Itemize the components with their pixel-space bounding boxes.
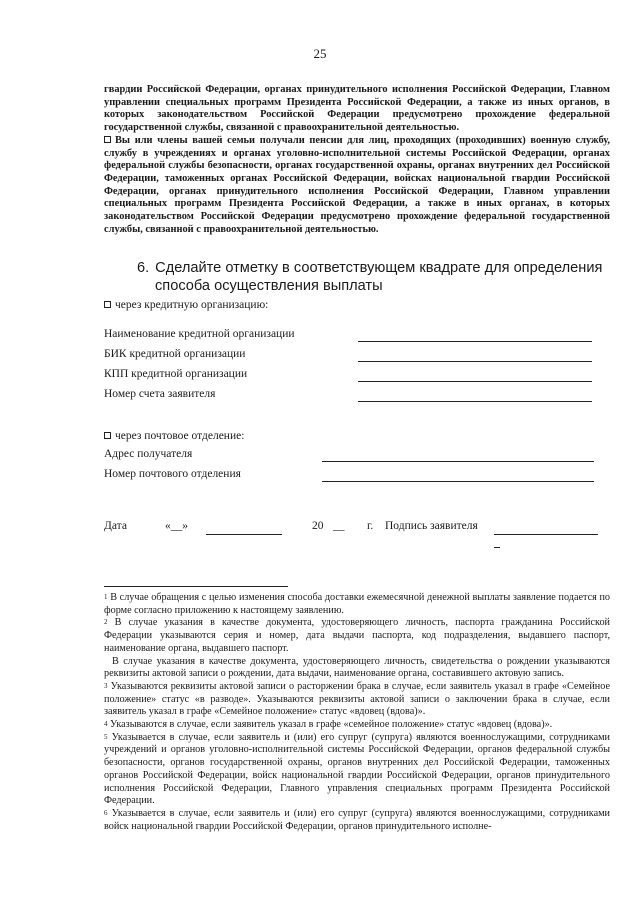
footnote — [104, 732, 610, 808]
field-label: Номер почтового отделения — [104, 468, 241, 480]
footnote-text: В случае указания в качестве документа, удостоверяющего личность, паспорта гражданина Российской Федерации указываются серия и номер, дата выдачи паспорта, код подразделения, выдавшего паспорт, наименование органа, выдавшего паспорт. — [104, 617, 610, 654]
option-bank-label: через кредитную организацию: — [115, 299, 269, 311]
paragraph-continued: гвардии Российской Федерации, органах принудительного исполнения Российской Федерации, Главном управлении специальных программ Президента Российской Федерации, а также из иных органов, в которых законодательством Российской Федерации предусмотрено прохождение федеральной государственной службы, связанной с правоохранительной деятельностью. — [104, 84, 610, 134]
field-line[interactable] — [358, 401, 592, 402]
field-line[interactable] — [358, 381, 592, 382]
footnote-separator — [104, 586, 288, 587]
footnote-mark: 3 — [104, 681, 108, 690]
year-blank: __ — [333, 520, 345, 532]
page-number: 25 — [313, 46, 327, 61]
field-line[interactable] — [322, 461, 594, 462]
field-label: Наименование кредитной организации — [104, 328, 295, 340]
footnote — [104, 592, 610, 617]
section-heading — [137, 259, 607, 295]
footnote-text: В случае обращения с целью изменения способа доставки ежемесячной денежной выплаты заявление подается по форме согласно приложению к настоящему заявлению. — [104, 592, 611, 616]
signature-label: Подпись заявителя — [385, 520, 478, 532]
footnote — [104, 617, 610, 655]
month-line[interactable] — [206, 534, 282, 535]
footnote-text: Указываются реквизиты актовой записи о расторжении брака в случае, если заявитель указал в графе «Семейное положение» статус «в разводе». Указываются реквизиты актовой записи о заключении брака в случае, если заявитель указал в графе «Семейное положение» статус «вдовец (вдова)». — [104, 680, 611, 718]
footnote — [104, 681, 610, 719]
field-label: Адрес получателя — [104, 448, 193, 460]
top-text — [104, 84, 610, 236]
checkbox[interactable] — [104, 432, 111, 439]
footnote-text: Указываются в случае, если заявитель указал в графе «семейное положение» статус «вдовец (вдова)». — [110, 719, 553, 731]
footnote-text: В случае указания в качестве документа, удостоверяющего личность, свидетельства о рождении указываются реквизиты актовой записи о рождении, дата выдачи, наименование органа, составившего актовую запись. — [104, 655, 610, 680]
footnote-text: Указывается в случае, если заявитель и (или) его супруг (супруга) являются военнослужащими, сотрудниками войск национальной гвардии Российской Федерации, органов принудительного исполне- — [104, 807, 611, 832]
section-title-line2: способа осуществления выплаты — [155, 278, 383, 294]
footnote — [104, 808, 610, 833]
footnote — [104, 719, 610, 732]
day-placeholder: «__» — [165, 520, 188, 532]
field-line[interactable] — [358, 361, 592, 362]
option-post[interactable] — [104, 430, 244, 442]
footnote-mark: 4 — [104, 720, 108, 729]
footnotes — [104, 592, 610, 833]
footnote-mark: 5 — [104, 732, 108, 741]
year-suffix: г. — [367, 520, 374, 532]
option-post-label: через почтовое отделение: — [115, 430, 245, 442]
footnote-mark: 2 — [104, 618, 108, 627]
footnote-mark: 6 — [104, 808, 108, 817]
checkbox[interactable] — [104, 301, 111, 308]
footnote — [104, 656, 610, 681]
field-label: Номер счета заявителя — [104, 388, 216, 400]
field-label: БИК кредитной организации — [104, 348, 246, 360]
year-prefix: 20 — [312, 520, 324, 532]
paragraph-pension-text: Вы или члены вашей семьи получали пенсии для лиц, проходящих (проходивших) военную службу, службу в учреждениях и органах уголовно-исполнительной системы Российской Федерации, органах федеральной службы безопасности, органах государственной охраны, органах внутренних дел Российской Федерации, таможенных органах Российской Федерации, войсках национальной гвардии Российской Федерации, органах принудительного исполнения Российской Федерации, Главном управлении специальных программ Президента Российской Федерации, а также в иных органах, в которых законодательством Российской Федерации предусмотрено прохождение федеральной государственной службы, связанной с правоохранительной деятельностью. — [104, 134, 610, 235]
signature-mark — [494, 547, 500, 548]
signature-line[interactable] — [494, 534, 598, 535]
paragraph-pension-option — [104, 135, 610, 237]
footnote-text: Указывается в случае, если заявитель и (или) его супруг (супруга) являются военнослужащими, сотрудниками учреждений и органов уголовно-исполнительной системы Российской Федерации, органов федеральной службы безопасности, органов государственной охраны, органов внутренних дел Российской Федерации, таможенных органов Российской Федерации, войск национальной гвардии Российской Федерации, органов принудительного исполнения Российской Федерации, Главного управления специальных программ Президента Российской Федерации. — [104, 731, 611, 807]
field-line[interactable] — [322, 481, 594, 482]
footnote-mark: 1 — [104, 593, 108, 601]
section-number: 6. — [137, 260, 150, 276]
section-title-line1: Сделайте отметку в соответствующем квадрате для определения — [155, 260, 603, 276]
date-label: Дата — [104, 520, 127, 532]
field-label: КПП кредитной организации — [104, 368, 248, 380]
checkbox[interactable] — [104, 136, 111, 143]
field-line[interactable] — [358, 341, 592, 342]
option-bank[interactable] — [104, 299, 268, 311]
